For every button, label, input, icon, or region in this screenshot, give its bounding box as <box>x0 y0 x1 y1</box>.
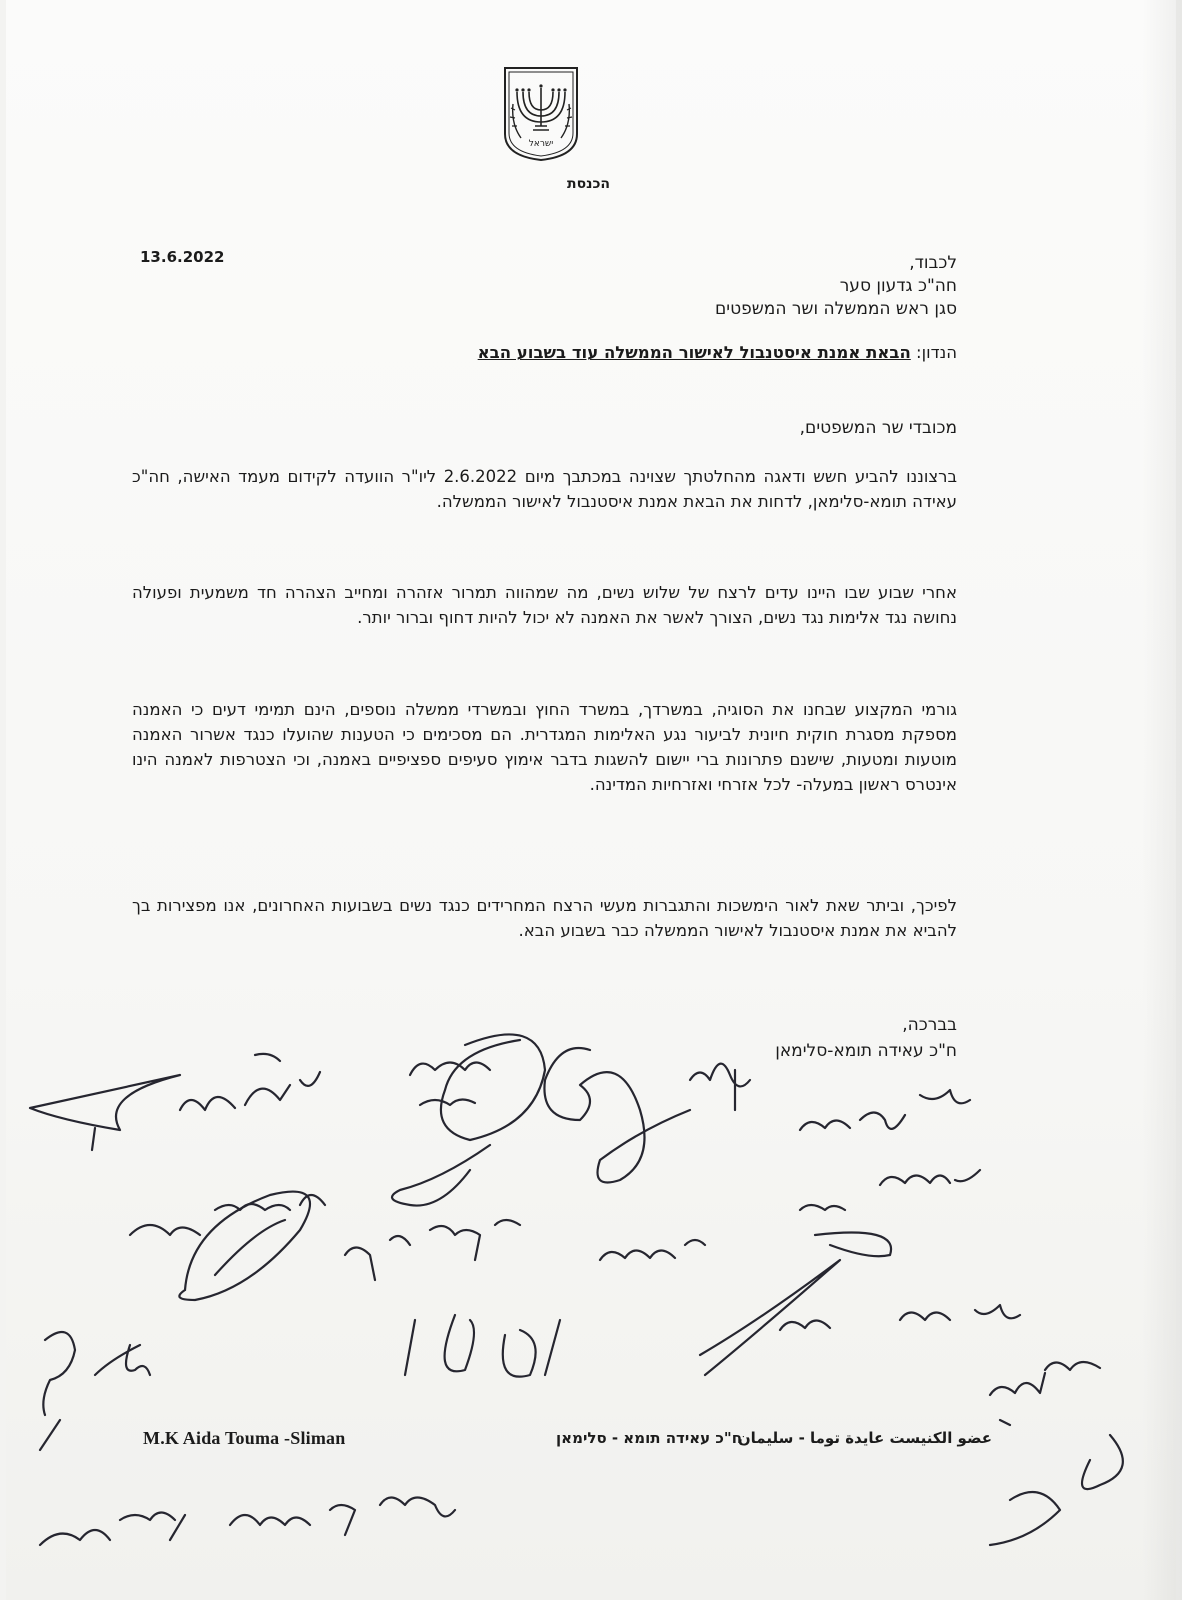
body-paragraph: ברצוננו להביע חשש ודאגה מהחלטתך שצוינה במכתבך מיום 2.6.2022 ליו"ר הוועדה לקידום מעמד האישה, חה"כ עאידה תומא-סלימאן, לדחות את הבאת אמנת איסטנבול לאישור הממשלה. <box>132 467 958 511</box>
letter-page <box>6 0 1176 1600</box>
addressee-block <box>457 252 957 321</box>
organization-name: הכנסת <box>567 176 610 192</box>
signer-name-english: M.K Aida Touma -Sliman <box>143 1428 346 1448</box>
body-paragraph: לפיכך, וביתר שאת לאור הימשכות והתגברות מעשי הרצח המחרידים כנגד נשים בשבועות האחרונים, אנו מפצירות בך להביא את אמנת איסטנבול לאישור הממשלה כבר בשבוע הבא. <box>132 896 957 940</box>
addressee-line: לכבוד, <box>909 253 957 273</box>
subject-line <box>257 343 957 362</box>
page-edge-shadow <box>1142 0 1182 1600</box>
body-paragraph: אחרי שבוע שבו היינו עדים לרצח של שלוש נשים, מה שמהווה תמרור אזהרה ומחייב הצהרה חד משמעית ופעולה נחושה נגד אלימות נגד נשים, הצורך לאשר את האמנה לא יכול להיות דחוף וברור יותר. <box>132 583 957 627</box>
subject-text: הבאת אמנת איסטנבול לאישור הממשלה עוד בשבוע הבא <box>477 343 911 362</box>
addressee-line: סגן ראש הממשלה ושר המשפטים <box>715 299 957 319</box>
subject-prefix: הנדון: <box>916 343 957 362</box>
signer-name-hebrew: ח"כ עאידה תומא - סלימאן <box>556 1429 742 1447</box>
knesset-emblem-icon <box>501 64 581 162</box>
signer-name-arabic: عضو الكنيست عايدة توما - سليمان <box>737 1429 992 1447</box>
closing-block <box>657 1012 957 1064</box>
addressee-line: חה"כ גדעון סער <box>839 276 957 296</box>
emblem-label: ישראל <box>528 139 554 149</box>
closing-salutation: בברכה, <box>902 1015 957 1035</box>
closing-signer: ח"כ עאידה תומא-סלימאן <box>775 1041 957 1061</box>
letter-date: 13.6.2022 <box>140 248 225 266</box>
greeting: מכובדי שר המשפטים, <box>799 418 957 438</box>
body-paragraph: גורמי המקצוע שבחנו את הסוגיה, במשרדך, במשרד החוץ ובמשרדי ממשלה נוספים, הינם תמימי דעים כי האמנה מספקת מסגרת חוקית חיונית לביעור נגע האלימות המגדרית. הם מסכימים כי הטענות שהועלו כנגד אשרור האמנה מוטעות ומטעות, שישנם פתרונות ברי יישום להשגות בדבר אימוץ סעיפים ספציפיים באמנה, וכי הצטרפות לאמנה הינו אינטרס ראשון במעלה- לכל אזרחי ואזרחיות המדינה. <box>132 700 957 794</box>
